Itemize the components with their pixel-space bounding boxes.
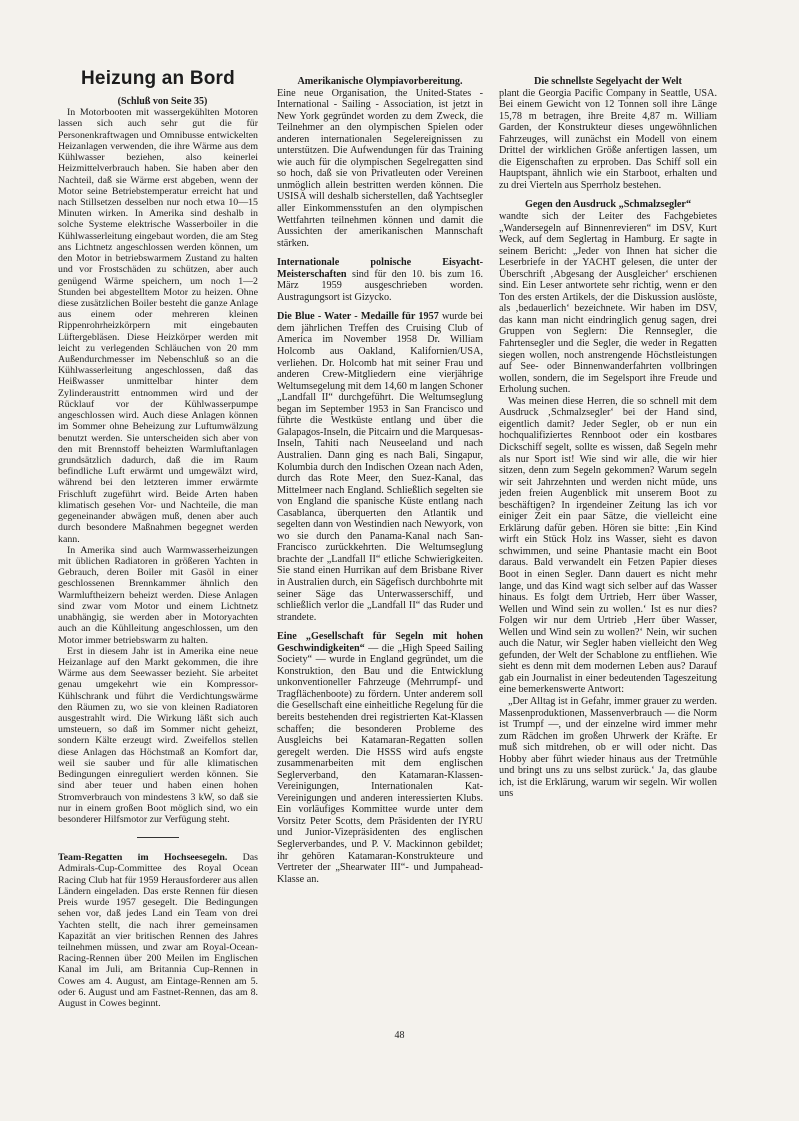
news-heading: Amerikanische Olympiavorbereitung.: [297, 76, 463, 87]
news-item-olympia: [277, 76, 483, 249]
news-item-team-regatten: [58, 852, 258, 1009]
paragraph: In Motorbooten mit wassergekühlten Motoren lassen sich auch sehr gut die für Personenkraftwagen und Omnibusse entwickelten Heizanlagen verwenden, die ihre Wärme aus dem Kühlwasser beziehen, also keinerlei Heizmittelverbrauch haben. Sie haben aber den Nachteil, daß sie Wärme erst abgeben, wenn der Motor seine Betriebstemperatur erreicht hat und nach Stillsetzen desselben nur noch etwa 10—15 Minuten wirken. In Amerika sind deshalb in solche Systeme elektrische Wasserboiler in die Kühlwasserleitung eingebaut worden, die am Steg ans Lichtnetz angeschlossen werden können, um den Motor in betriebswarmem Zustand zu halten und vor Frostschäden zu schützen, aber auch genügend Wärme speichern, um noch 1—2 Stunden bei abgestelltem Motor zu heizen. Ohne diese zusätzlichen Boiler besteht die ganze Anlage aus einem oder mehreren kleinen Rippenrohrheizkörpern mit eingebauten Lüftergebläsen. Diese Heizkörper werden mit leicht zu verlegenden Schläuchen von 20 mm Außendurchmesser im Nebenschluß so an die Kühlwasserleitung angeschlossen, daß das Heißwasser unmittelbar hinter dem Zylinderaustritt entnommen wird und der Rücklauf vor der Kühlwasserpumpe angeschlossen wird. Auch diese Anlagen können im Sommer ohne Beheizung zur Luftumwälzung benutzt werden. Sie unterscheiden sich aber von den mit Brennstoff beheizten Warmluftanlagen grundsätzlich dadurch, daß die im Raum befindliche Luft erwärmt und umgewälzt wird, während bei den letzteren immer erwärmte Frischluft zugeführt wird. Beide Arten haben klimatisch gesehen Vor- und Nachteile, die man gegeneinander abwägen muß, denen aber auch durch besondere Maßnahmen begegnet werden kann.: [58, 107, 258, 545]
news-heading: Gegen den Ausdruck „Schmalzsegler“: [524, 199, 692, 211]
article-title: Heizung an Bord: [81, 68, 235, 89]
news-text: wandte sich der Leiter des Fachgebietes „Wandersegeln auf Binnenrevieren“ im DSV, Kurt Weck, auf dem Seglertag in Hamburg. Er sagte in seinem Bericht: „Jeder von Ihnen hat sicher die Leserbriefe in der YACHT gelesen, die unter der Überschrift ‚Abgesang der Ausgleicher‘ erschienen sind. Ein Leser antwortete sehr richtig, wenn er den Ton des ersten Artikels, der die Diskussion auslöste, als ‚bedauerlich‘ bezeichnete. Wir haben im DSV, das kann man nicht eindringlich genug sagen, drei Gruppen von Seglern: Die Rennsegler, die Fahrtensegler und die Segler, die weder in Regatten siegen wollen, noch anstrengende Höchstleistungen auf See- oder Binnenwanderfahrten vollbringen wollen, sondern, die im Segelsport ihre Freude und Erholung suchen.: [499, 211, 717, 396]
section-divider: [137, 837, 179, 838]
news-item-schmalzsegler: [499, 199, 717, 395]
news-item-eisyacht: [277, 257, 483, 303]
news-heading: Eine „Gesellschaft für Segeln mit hohen Geschwindigkeiten“: [277, 631, 483, 654]
news-heading: Die Blue - Water - Medaille für 1957: [277, 311, 439, 323]
column-middle: [277, 68, 483, 885]
news-heading: Die schnellste Segelyacht der Welt: [534, 76, 682, 87]
paragraph: Was meinen diese Herren, die so schnell mit dem Ausdruck ‚Schmalzsegler‘ bei der Hand sind, eigentlich damit? Jeder Segler, ob er nun ein hochqualifiziertes Rennboot oder ein kostbares Dickschiff segelt, sollte es wissen, daß Segeln mehr als nur Sport ist! Wie sind wir alle, die wir hier sitzen, denn zum Segeln gekommen? Warum segeln wir seit Jahrzehnten und werden nicht müde, uns jeden freien Augenblick mit unserem Boot zu beschäftigen? In irgendeiner Zeitung las ich vor einiger Zeit ein paar Sätze, die vielleicht eine Erklärung dafür geben. Hören sie bitte: ‚Ein Kind wirft ein Stück Holz ins Wasser, sieht es davon schwimmen, und seine Phantasie macht ein Boot daraus. Bald verwandelt ein Fetzen Papier dieses Boot in einen Segler. Dann dauert es nicht mehr lange, und das Kind wagt sich selber auf das Wasser hinaus. Es folgt dem Urtrieb, Herr über Wasser, Wellen und Wind sein zu wollen.‘ Ist es nur dies? Folgen wir nur dem Urtrieb ‚Herr über Wasser, Wellen und Wind sein zu wollen?‘ Nein, wir suchen auch die Natur, wir Segler haben vielleicht den Weg gefunden, der Welt der Schablone zu entfliehen. Wie sieht es denn mit dem modernen Leben aus? Darauf gab ein Journalist in einer bedeutenden Tageszeitung eine bemerkenswerte Antwort:: [499, 395, 717, 696]
paragraph: „Der Alltag ist in Gefahr, immer grauer zu werden. Massenproduktionen, Massenverbrauch — die Norm ist Trumpf —, und der einzelne wird immer mehr zum Rädchen im großen Uhrwerk der Kräfte. Er muß sich mitdrehen, ob er will oder nicht. Das Hobby aber führt wieder hinaus aus der Tretmühle und bringt uns zu uns selbst zurück.‘ Ja, das glaube ich, ist die Erklärung, warum wir segeln. Wir wollen uns: [499, 695, 717, 800]
news-heading: Team-Regatten im Hochseesegeln.: [58, 852, 228, 864]
news-text: — die „High Speed Sailing Society“ — wurde in England gegründet, um die Konstruktion, den Bau und die Entwicklung unkonventioneller Fahrzeuge (Mehrrumpf- und Tragflächenboote) zu fördern. Unter anderem soll die Gesellschaft eine einheitliche Regelung für die bereits bestehenden drei registrierten Kat-Klassen schaffen; die besonderen Probleme des Ausgleichs bei Katamaran-Regatten sollen geregelt werden. Die HSSS wird aufs engste zusammenarbeiten mit dem englischen Seglerverband, den Katamaran-Klassen-Vereinigungen, Internationalen Kat-Vereinigungen und anderen interessierten Klubs. Ein vorläufiges Kommittee wurde unter dem Vorsitz Peter Scotts, dem Präsidenten der IYRU und Junior-Vizepräsidenten des englischen Seglerverbandes, und P. V. Mackinnon gebildet; ihr gehören Katamaran-Konstrukteure und Vertreter der „Shearwater III“- und Jumpahead-Klasse an.: [277, 642, 484, 885]
news-heading: Internationale polnische Eisyacht-Meisterschaften: [277, 257, 483, 280]
column-left: [58, 68, 258, 1009]
paragraph: In Amerika sind auch Warmwasserheizungen mit üblichen Radiatoren in größeren Yachten in Gebrauch, deren Boiler mit Gasöl in einer geschlossenen Brennkammer ähnlich den Warmluftheizern beheizt werden. Diese Anlagen sind zwar vom Motor und einem Lichtnetz unabhängig, sie werden aber in Motoryachten auch an die Kühlleitung angeschlossen, um den Motor immer betriebswarm zu halten.: [58, 544, 258, 646]
news-text: sind für den 10. bis zum 16. März 1959 ausgeschrieben worden. Austragungsort ist Gizycko.: [277, 268, 484, 303]
news-text: Das Admirals-Cup-Committee des Royal Ocean Racing Club hat für 1959 Herausforderer aus allen Ländern eingeladen. Das erste Rennen für diesen Preis wurde 1957 gesegelt. Die Bedingungen sehen vor, daß jedes Land ein Team von drei Yachten stellt, die nach ihrer gemeinsamen Kapazität an vier britischen Rennen des Jahres teilnehmen müssen, und zwar am Royal-Ocean-Racing-Rennen über 200 Meilen im Englischen Kanal im Juli, am Britannia Cup-Rennen in Cowes am 4. August, am Eintage-Rennen am 5. oder 6. August und am Fastnet-Rennen, das am 8. August in Cowes beginnt.: [58, 852, 259, 1010]
news-text: plant die Georgia Pacific Company in Seattle, USA. Bei einem Gewicht von 12 Tonnen soll ihre Länge 15,78 m betragen, ihre Breite 4,87 m. William Garden, der Konstrukteur dieses ungewöhnlichen Fahrzeuges, will zunächst ein Modell von einem Drittel der wirklichen Größe anfertigen lassen, um die Eigenschaften zu erproben. Das Schiff soll ein Hauptspant, ähnlich wie ein Starboot, erhalten und zu drei Vierteln aus Sperrholz bestehen.: [499, 87, 717, 191]
column-right: [499, 68, 717, 800]
news-item-medaille: [277, 311, 483, 623]
paragraph: Erst in diesem Jahr ist in Amerika eine neue Heizanlage auf den Markt gekommen, die ihre Wärme aus dem Seewasser bezieht. Sie arbeitet genau umgekehrt wie ein Kompressor-Kühlschrank und führt die Verdichtungswärme den Räumen zu, wo sie von kleinen Radiatoren ausgestrahlt wird. Die Wirkung läßt sich auch umsteuern, so daß im Sommer nicht geheizt, sondern Kälte erzeugt wird. Zweifellos stellen diese Anlagen das Höchstmaß an Komfort dar, weil sie sauber und für alle klimatischen Bedingungen einreguliert werden können. Sie sind aber teuer und haben einen hohen Stromverbrauch von mindestens 3 kW, so daß sie nur in einem großen Boot möglich sind, wo ein besonderer Hilfsmotor zur Verfügung steht.: [58, 645, 258, 825]
news-item-gesellschaft: [277, 631, 483, 885]
news-text: Eine neue Organisation, the United-States - International - Sailing - Association, ist jetzt in New York gegründet worden zu dem Zweck, die Teilnehmer an den olympischen Spielen oder anderen internationalen Segelereignissen zu unterstützen. Die Aufwendungen für das Training wie auch für die olympischen Segelregatten sind so hoch, daß sie von Privatleuten oder Vereinen unmöglich allein bestritten werden können. Die USISA will deshalb sicherstellen, daß Yachtsegler aller Einkommensstufen an den olympischen Wettfahrten teilnehmen können und damit die Aussichten der amerikanischen Mannschaft stärken.: [277, 87, 483, 249]
news-item-segelyacht: [499, 76, 717, 191]
page-number: 48: [394, 1030, 405, 1041]
article-subtitle: (Schluß von Seite 35): [117, 96, 208, 107]
news-text: wurde bei dem jährlichen Treffen des Cruising Club of America im November 1958 Dr. William Holcomb aus Oakland, Kalifornien/USA, verliehen. Dr. Holcomb hat mit seiner Frau und anderen Crew-Mitgliedern eine vierjährige Weltumsegelung mit dem 14,60 m langen Schoner „Landfall II“ durchgeführt. Die Weltumseglung began im September 1953 in San Francisco und führte die Westküste entlang und über die Galapagos-Inseln, die Pitcairn und die Marquesas-Inseln, Tahiti nach Neuseeland und nach Australien. Dann ging es nach Bali, Singapur, Kolumbia durch den Indischen Ozean nach Aden, durch das Rote Meer, den Suez-Kanal, das Mittelmeer nach England. Schließlich segelten sie von England die spanische Küste entlang nach Casablanca, überquerten den Atlantik und segelten dann von Westindien nach Newyork, von wo sie durch den Panama-Kanal nach San-Francisco zurückkehrten. Die Weltumseglung brachte der „Landfall II“ etliche Schwierigkeiten. Sie stand einen Hurrikan auf dem Brisbane River in Australien durch, ein Sägefisch durchbohrte mit seiner Säge das Unterwasserschiff, und schließlich verlor die „Landfall II“ das Ruder und strandete.: [277, 311, 484, 623]
